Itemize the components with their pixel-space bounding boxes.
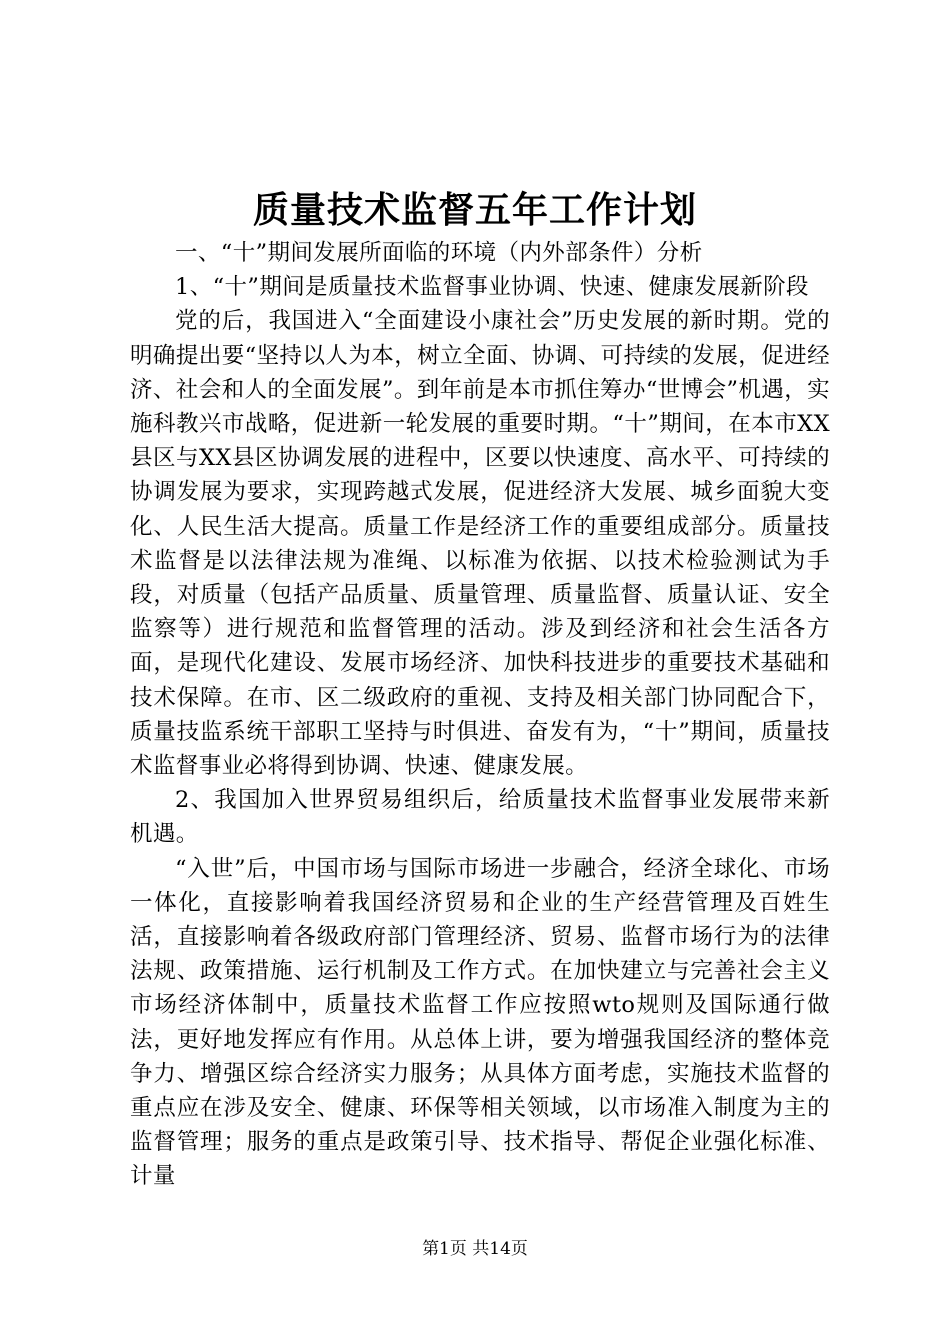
body-paragraph-2: “入世”后，中国市场与国际市场进一步融合，经济全球化、市场一体化，直接影响着我国经济贸易和企业的生产经营管理及百姓生活，直接影响着各级政府部门管理经济、贸易、监督市场行为的法律法规、政策措施、运行机制及工作方式。在加快建立与完善社会主义市场经济体制中，质量技术监督工作应按照wto规则及国际通行做法，更好地发挥应有作用。从总体上讲，要为增强我国经济的整体竞争力、增强区综合经济实力服务；从具体方面考虑，实施技术监督的重点应在涉及安全、健康、环保等相关领域，以市场准入制度为主的监督管理；服务的重点是政策引导、技术指导、帮促企业强化标准、计量 bbox=[130, 855, 830, 1190]
subsection-heading-2: 2、我国加入世界贸易组织后，给质量技术监督事业发展带来新机遇。 bbox=[130, 787, 830, 848]
document-body bbox=[130, 236, 830, 1194]
page-number-footer: 第1页 共14页 bbox=[422, 1239, 528, 1259]
body-paragraph-1: 党的后，我国进入“全面建设小康社会”历史发展的新时期。党的明确提出要“坚持以人为本，树立全面、协调、可持续的发展，促进经济、社会和人的全面发展”。到年前是本市抓住筹办“世博会”机遇，实施科教兴市战略，促进新一轮发展的重要时期。“十”期间，在本市XX县区与XX县区协调发展的进程中，区要以快速度、高水平、可持续的协调发展为要求，实现跨越式发展，促进经济大发展、城乡面貌大变化、人民生活大提高。质量工作是经济工作的重要组成部分。质量技术监督是以法律法规为准绳、以标准为依据、以技术检验测试为手段，对质量（包括产品质量、质量管理、质量监督、质量认证、安全监察等）进行规范和监督管理的活动。涉及到经济和社会生活各方面，是现代化建设、发展市场经济、加快科技进步的重要技术基础和技术保障。在市、区二级政府的重视、支持及相关部门协同配合下，质量技监系统干部职工坚持与时俱进、奋发有为，“十”期间，质量技术监督事业必将得到协调、快速、健康发展。 bbox=[130, 308, 830, 780]
document-title: 质量技术监督五年工作计划 bbox=[252, 189, 697, 231]
subsection-heading-1: 1、“十”期间是质量技术监督事业协调、快速、健康发展新阶段 bbox=[175, 274, 809, 301]
section-heading: 一、“十”期间发展所面临的环境（内外部条件）分析 bbox=[175, 240, 703, 266]
